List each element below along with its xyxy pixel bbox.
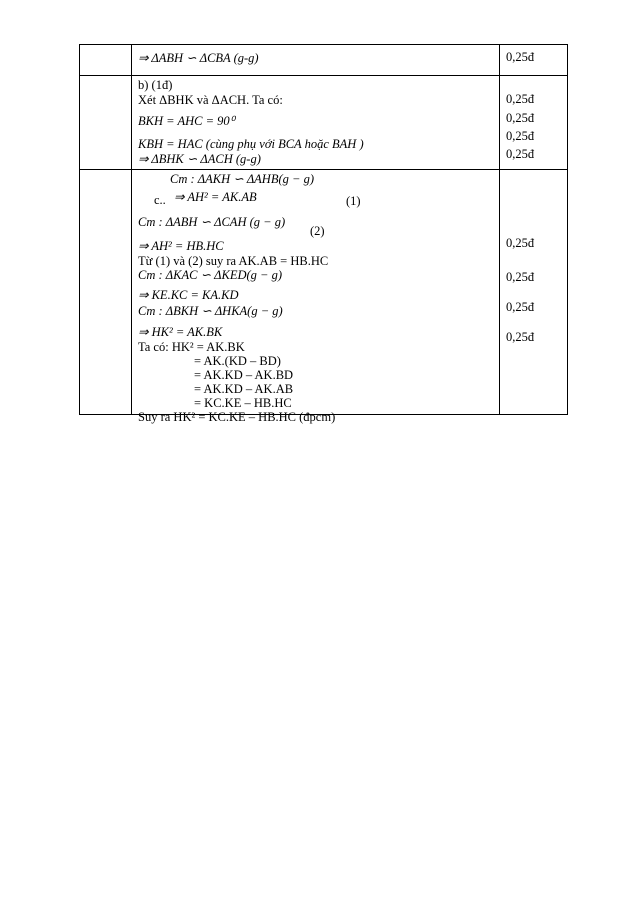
part-heading: b) (1đ): [138, 78, 173, 92]
points-value: 0,25đ: [506, 92, 535, 106]
table-row: [80, 45, 568, 76]
solution-line: ⇒ AH² = HB.HC: [138, 239, 224, 253]
solution-line: = AK.KD – AK.BD: [194, 368, 294, 382]
blank-cell: [80, 170, 132, 415]
points-cell: [500, 45, 568, 76]
points-cell: [500, 170, 568, 415]
solution-line: ⇒ ΔBHK ∽ ΔACH (g-g): [138, 152, 261, 166]
solution-line: = AK.KD – AK.AB: [194, 382, 294, 396]
solution-line: ⇒ AH² = AK.AB: [174, 190, 257, 204]
solution-line: = KC.KE – HB.HC: [194, 396, 292, 410]
points-value: 0,25đ: [506, 330, 535, 344]
solution-line: Suy ra HK² = KC.KE – HB.HC (đpcm): [138, 410, 336, 424]
solution-line: Cm : ΔBKH ∽ ΔHKA(g − g): [138, 304, 283, 318]
solution-line: Cm : ΔKAC ∽ ΔKED(g − g): [138, 268, 282, 282]
part-heading: c..: [154, 193, 166, 207]
solution-line: Ta có: HK² = AK.BK: [138, 340, 245, 354]
solution-line: Xét ΔBHK và ΔACH. Ta có:: [138, 93, 283, 107]
points-value: 0,25đ: [506, 111, 535, 125]
solution-line: = AK.(KD – BD): [194, 354, 281, 368]
blank-cell: [80, 45, 132, 76]
equation-number: (2): [310, 224, 325, 238]
solution-cell: [132, 45, 500, 76]
table-row: [80, 170, 568, 415]
answer-table: [79, 44, 568, 424]
points-value: 0,25đ: [506, 236, 535, 250]
points-value: 0,25đ: [506, 50, 535, 64]
points-cell: [500, 76, 568, 170]
solution-cell: [132, 170, 500, 424]
points-value: 0,25đ: [506, 300, 535, 314]
solution-line: Cm : ΔAKH ∽ ΔAHB(g − g): [170, 172, 314, 186]
solution-line: ⇒ HK² = AK.BK: [138, 325, 223, 339]
solution-line: ⇒ KE.KC = KA.KD: [138, 288, 239, 302]
solution-cell: [132, 76, 500, 170]
table-row: [80, 76, 568, 170]
points-value: 0,25đ: [506, 129, 535, 143]
points-value: 0,25đ: [506, 147, 535, 161]
solution-line: KBH = HAC (cùng phụ với BCA hoặc BAH ): [138, 137, 364, 151]
solution-line: BKH = AHC = 90⁰: [138, 114, 235, 128]
points-value: 0,25đ: [506, 270, 535, 284]
blank-cell: [80, 76, 132, 170]
solution-line: Cm : ΔABH ∽ ΔCAH (g − g): [138, 215, 286, 229]
solution-line: Từ (1) và (2) suy ra AK.AB = HB.HC: [138, 254, 329, 268]
equation-number: (1): [346, 194, 361, 208]
solution-line: ⇒ ΔABH ∽ ΔCBA (g-g): [138, 51, 259, 65]
